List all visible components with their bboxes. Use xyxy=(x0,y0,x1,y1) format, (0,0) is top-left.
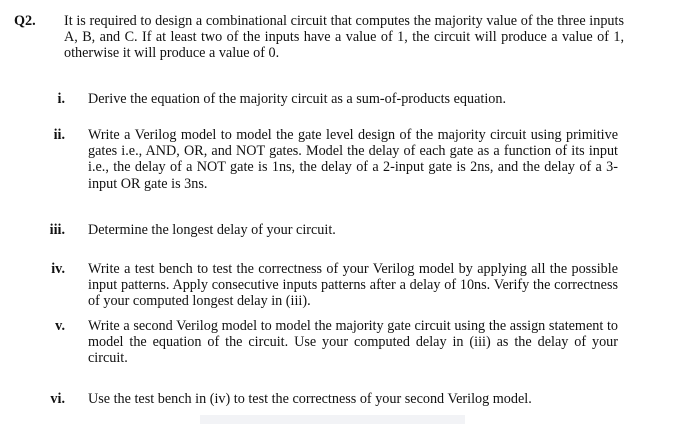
item-text-iii: Determine the longest delay of your circuit. xyxy=(88,222,336,238)
question-number: Q2. xyxy=(14,13,36,29)
item-number-vi: vi. xyxy=(50,391,65,407)
item-number-i: i. xyxy=(57,91,65,107)
question-intro: It is required to design a combinational circuit that computes the majority value of the three inputs A, B, and C. If at least two of the inputs have a value of 1, the circuit will produce a value of 1, otherwise it will produce a value of 0. xyxy=(64,13,624,62)
item-number-v: v. xyxy=(55,318,65,334)
item-text-vi: Use the test bench in (iv) to test the correctness of your second Verilog model. xyxy=(88,391,532,407)
item-text-ii: Write a Verilog model to model the gate level design of the majority circuit using primitive gates i.e., AND, OR, and NOT gates. Model the delay of each gate as a function of its input i.e., the delay of a NOT gate is 1ns, the delay of a 2-input gate is 2ns, and the delay of a 3-input OR gate is 3ns. xyxy=(88,127,618,192)
item-text-iv: Write a test bench to test the correctness of your Verilog model by applying all the possible input patterns. Apply consecutive inputs patterns after a delay of 10ns. Verify the correctness of your computed longest delay in (iii). xyxy=(88,261,618,310)
item-number-iv: iv. xyxy=(51,261,65,277)
item-number-ii: ii. xyxy=(53,127,65,143)
item-text-i: Derive the equation of the majority circuit as a sum-of-products equation. xyxy=(88,91,507,107)
item-number-iii: iii. xyxy=(49,222,65,238)
faded-footer-bar xyxy=(200,415,465,424)
item-text-v: Write a second Verilog model to model the majority gate circuit using the assign statement to model the equation of the circuit. Use your computed delay in (iii) as the delay of your circuit. xyxy=(88,318,618,367)
